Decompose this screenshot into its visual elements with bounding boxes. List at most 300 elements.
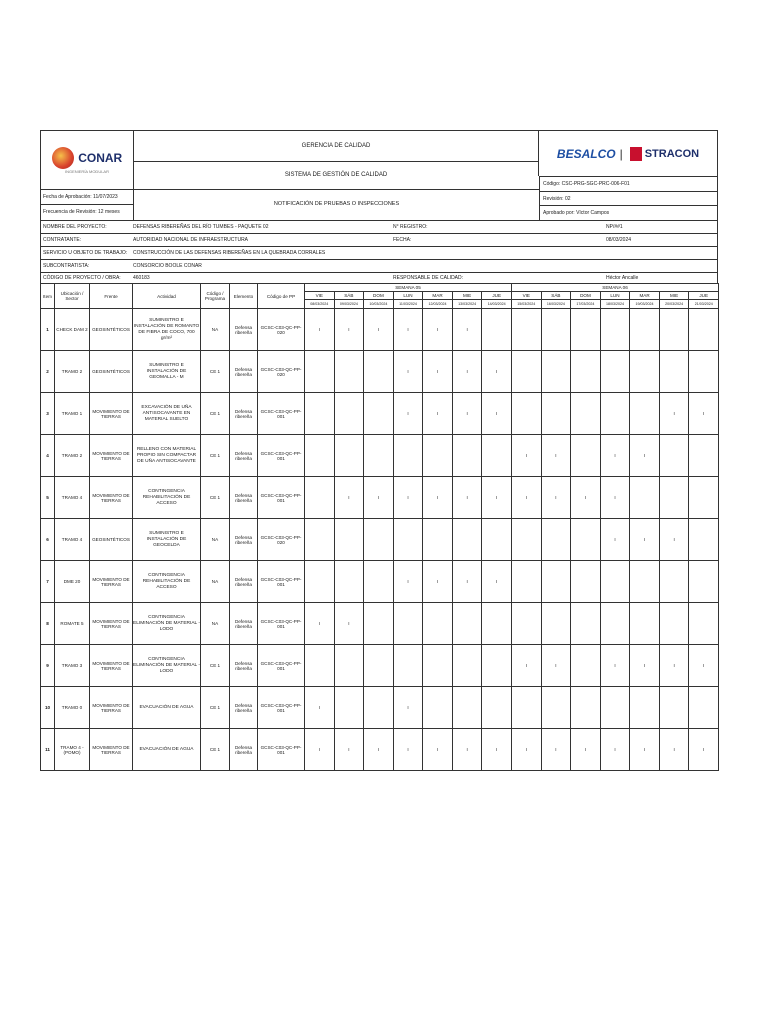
- col-header: Código / Programa: [201, 284, 230, 309]
- front-cell: MOVIMIENTO DE TIERRAS: [90, 477, 133, 519]
- schedule-mark-cell: I: [512, 729, 542, 771]
- schedule-mark-cell: [452, 603, 482, 645]
- schedule-mark-cell: [364, 351, 394, 393]
- pp-code-cell: GCSC-C03-QC-PP-001: [258, 603, 305, 645]
- schedule-mark-cell: [393, 435, 423, 477]
- form-title: GERENCIA DE CALIDAD: [133, 131, 539, 162]
- schedule-mark-cell: [364, 519, 394, 561]
- location-cell: TRAMO 0: [55, 687, 90, 729]
- schedule-mark-cell: [423, 435, 453, 477]
- schedule-mark-cell: [630, 603, 660, 645]
- schedule-mark-cell: [541, 351, 571, 393]
- activity-cell: RELLENO CON MATERIAL PROPIO SIN COMPACTAR DE UÑA ANTISOCAVANTE: [133, 435, 201, 477]
- schedule-mark-cell: I: [393, 477, 423, 519]
- col-header: Elemento: [230, 284, 258, 309]
- table-row: [41, 645, 719, 687]
- schedule-mark-cell: I: [600, 519, 630, 561]
- schedule-mark-cell: I: [571, 729, 601, 771]
- schedule-mark-cell: I: [541, 477, 571, 519]
- pp-code-cell: GCSC-C03-QC-PP-020: [258, 309, 305, 351]
- schedule-mark-cell: [305, 393, 335, 435]
- service-value: CONSTRUCCIÓN DE LAS DEFENSAS RIBEREÑAS EN LA QUEBRADA CORRALES: [133, 250, 326, 256]
- schedule-mark-cell: [305, 435, 335, 477]
- program-code-cell: NA: [201, 309, 230, 351]
- element-cell: Defensa ribereña: [230, 309, 258, 351]
- approval-date: Fecha de Aprobación: 11/07/2023: [41, 189, 133, 204]
- schedule-mark-cell: [600, 687, 630, 729]
- schedule-mark-cell: I: [334, 603, 364, 645]
- item-cell: 10: [41, 687, 55, 729]
- front-cell: MOVIMIENTO DE TIERRAS: [90, 645, 133, 687]
- resp-value: Héctor Ancalle: [606, 275, 639, 281]
- service-label: SERVICIO U OBJETO DE TRABAJO:: [43, 250, 128, 256]
- item-cell: 9: [41, 645, 55, 687]
- item-cell: 7: [41, 561, 55, 603]
- activity-cell: SUMINISTRO E INSTALACIÓN DE GEOCELDA: [133, 519, 201, 561]
- front-cell: MOVIMIENTO DE TIERRAS: [90, 393, 133, 435]
- conar-tagline: INGENIERÍA MODULAR: [64, 168, 109, 174]
- schedule-mark-cell: [659, 603, 689, 645]
- schedule-mark-cell: [334, 435, 364, 477]
- pp-code-cell: GCSC-C03-QC-PP-020: [258, 519, 305, 561]
- day-header: VIE: [305, 292, 335, 300]
- schedule-mark-cell: [571, 435, 601, 477]
- week-header: SEMANA 06: [512, 284, 719, 292]
- schedule-mark-cell: I: [659, 729, 689, 771]
- front-cell: MOVIMIENTO DE TIERRAS: [90, 561, 133, 603]
- schedule-mark-cell: I: [334, 309, 364, 351]
- schedule-mark-cell: I: [334, 729, 364, 771]
- schedule-mark-cell: [630, 687, 660, 729]
- schedule-mark-cell: [482, 687, 512, 729]
- revision-frequency: Frecuencia de Revisión: 12 meses: [41, 204, 133, 220]
- schedule-mark-cell: [689, 561, 719, 603]
- inspection-table: [40, 283, 719, 771]
- item-cell: 5: [41, 477, 55, 519]
- date-header: 20/03/2024: [659, 300, 689, 309]
- col-header: Item: [41, 284, 55, 309]
- schedule-mark-cell: I: [541, 729, 571, 771]
- date-header: 21/03/2024: [689, 300, 719, 309]
- schedule-mark-cell: [600, 561, 630, 603]
- schedule-mark-cell: [541, 561, 571, 603]
- schedule-mark-cell: I: [393, 309, 423, 351]
- schedule-mark-cell: [452, 519, 482, 561]
- contract-row: [40, 233, 718, 246]
- schedule-mark-cell: [305, 519, 335, 561]
- pp-code-cell: GCSC-C03-QC-PP-001: [258, 477, 305, 519]
- schedule-mark-cell: [334, 561, 364, 603]
- location-cell: TRAMO 4: [55, 519, 90, 561]
- col-header: Frente: [90, 284, 133, 309]
- schedule-mark-cell: [689, 519, 719, 561]
- schedule-mark-cell: [689, 687, 719, 729]
- table-row: [41, 519, 719, 561]
- day-header: DOM: [571, 292, 601, 300]
- schedule-mark-cell: [305, 645, 335, 687]
- schedule-mark-cell: [393, 519, 423, 561]
- element-cell: Defensa ribereña: [230, 477, 258, 519]
- table-row: [41, 309, 719, 351]
- schedule-mark-cell: [334, 687, 364, 729]
- schedule-mark-cell: I: [305, 309, 335, 351]
- schedule-mark-cell: I: [452, 351, 482, 393]
- schedule-mark-cell: I: [452, 561, 482, 603]
- schedule-mark-cell: I: [423, 729, 453, 771]
- form-subtitle: SISTEMA DE GESTIÓN DE CALIDAD: [133, 161, 539, 190]
- element-cell: Defensa ribereña: [230, 519, 258, 561]
- table-row: [41, 435, 719, 477]
- project-value: DEFENSAS RIBEREÑAS DEL RÍO TUMBES - PAQUETE 02: [133, 224, 269, 230]
- schedule-mark-cell: [423, 645, 453, 687]
- table-row: [41, 393, 719, 435]
- schedule-mark-cell: [541, 309, 571, 351]
- date-header: 13/03/2024: [452, 300, 482, 309]
- program-code-cell: CE 1: [201, 729, 230, 771]
- schedule-mark-cell: [689, 477, 719, 519]
- schedule-mark-cell: [393, 645, 423, 687]
- element-cell: Defensa ribereña: [230, 645, 258, 687]
- contractor-row: [40, 259, 718, 272]
- table-row: [41, 729, 719, 771]
- schedule-mark-cell: I: [393, 687, 423, 729]
- pp-code-cell: GCSC-C03-QC-PP-001: [258, 393, 305, 435]
- schedule-mark-cell: [364, 603, 394, 645]
- activity-cell: CONTINGENCIA REHABILITACIÓN DE ACCESO: [133, 561, 201, 603]
- schedule-mark-cell: I: [689, 645, 719, 687]
- pp-code-cell: GCSC-C03-QC-PP-001: [258, 729, 305, 771]
- schedule-mark-cell: I: [512, 477, 542, 519]
- day-header: LUN: [393, 292, 423, 300]
- schedule-mark-cell: [659, 477, 689, 519]
- inspection-notification-form: [40, 130, 718, 792]
- item-cell: 2: [41, 351, 55, 393]
- day-header: VIE: [512, 292, 542, 300]
- week-header: SEMANA 05: [305, 284, 512, 292]
- schedule-mark-cell: I: [512, 645, 542, 687]
- location-cell: DME 20: [55, 561, 90, 603]
- activity-cell: EVACUACIÓN DE AGUA: [133, 729, 201, 771]
- front-cell: MOVIMIENTO DE TIERRAS: [90, 687, 133, 729]
- header-row-weeks: [41, 284, 719, 292]
- item-cell: 8: [41, 603, 55, 645]
- schedule-mark-cell: [512, 687, 542, 729]
- project-row: [40, 220, 718, 233]
- schedule-mark-cell: I: [482, 477, 512, 519]
- element-cell: Defensa ribereña: [230, 435, 258, 477]
- pp-code-cell: GCSC-C03-QC-PP-001: [258, 435, 305, 477]
- schedule-mark-cell: I: [600, 645, 630, 687]
- schedule-mark-cell: I: [393, 729, 423, 771]
- front-cell: GEOSINTÉTICOS: [90, 519, 133, 561]
- table-row: [41, 477, 719, 519]
- schedule-mark-cell: [571, 687, 601, 729]
- schedule-mark-cell: [541, 393, 571, 435]
- day-header: LUN: [600, 292, 630, 300]
- schedule-mark-cell: I: [689, 393, 719, 435]
- schedule-mark-cell: [423, 519, 453, 561]
- front-cell: MOVIMIENTO DE TIERRAS: [90, 435, 133, 477]
- program-code-cell: CE 1: [201, 477, 230, 519]
- document-revision: Revisión: 02: [539, 191, 717, 205]
- schedule-mark-cell: I: [452, 393, 482, 435]
- front-cell: MOVIMIENTO DE TIERRAS: [90, 603, 133, 645]
- pp-code-cell: GCSC-C03-QC-PP-020: [258, 351, 305, 393]
- schedule-mark-cell: [423, 603, 453, 645]
- table-row: [41, 351, 719, 393]
- schedule-mark-cell: [305, 351, 335, 393]
- schedule-mark-cell: [364, 687, 394, 729]
- activity-cell: CONTINGENCIA ELIMINACIÓN DE MATERIAL - LODO: [133, 603, 201, 645]
- location-cell: TRAMO 2: [55, 435, 90, 477]
- schedule-mark-cell: I: [393, 351, 423, 393]
- schedule-mark-cell: [689, 435, 719, 477]
- schedule-mark-cell: [689, 603, 719, 645]
- schedule-mark-cell: I: [482, 351, 512, 393]
- date-header: 10/03/2024: [364, 300, 394, 309]
- schedule-mark-cell: [452, 645, 482, 687]
- date-header: 11/03/2024: [393, 300, 423, 309]
- registry-label: N° REGISTRO:: [393, 224, 428, 230]
- schedule-mark-cell: [571, 309, 601, 351]
- day-header: MAR: [423, 292, 453, 300]
- item-cell: 4: [41, 435, 55, 477]
- schedule-mark-cell: I: [452, 477, 482, 519]
- schedule-mark-cell: [571, 561, 601, 603]
- pp-code-cell: GCSC-C03-QC-PP-001: [258, 645, 305, 687]
- element-cell: Defensa ribereña: [230, 603, 258, 645]
- schedule-mark-cell: [571, 603, 601, 645]
- schedule-mark-cell: I: [659, 393, 689, 435]
- contract-value: AUTORIDAD NACIONAL DE INFRAESTRUCTURA: [133, 237, 249, 243]
- schedule-mark-cell: I: [423, 561, 453, 603]
- schedule-mark-cell: [659, 687, 689, 729]
- location-cell: TRAMO 2: [55, 351, 90, 393]
- code-label: CÓDIGO DE PROYECTO / OBRA:: [43, 275, 121, 281]
- schedule-mark-cell: I: [659, 645, 689, 687]
- location-cell: TRAMO 4 - (POMO): [55, 729, 90, 771]
- schedule-mark-cell: I: [541, 435, 571, 477]
- schedule-mark-cell: [482, 435, 512, 477]
- schedule-mark-cell: [659, 435, 689, 477]
- schedule-mark-cell: [305, 561, 335, 603]
- schedule-mark-cell: [630, 561, 660, 603]
- schedule-mark-cell: [512, 351, 542, 393]
- schedule-mark-cell: [423, 687, 453, 729]
- location-cell: ROMATE 5: [55, 603, 90, 645]
- form-header: [40, 130, 718, 220]
- schedule-mark-cell: [334, 645, 364, 687]
- program-code-cell: CE 1: [201, 645, 230, 687]
- schedule-mark-cell: [482, 645, 512, 687]
- col-header: Código de PP: [258, 284, 305, 309]
- schedule-mark-cell: I: [512, 435, 542, 477]
- schedule-mark-cell: I: [630, 645, 660, 687]
- item-cell: 3: [41, 393, 55, 435]
- schedule-mark-cell: I: [482, 729, 512, 771]
- day-header: JUE: [689, 292, 719, 300]
- element-cell: Defensa ribereña: [230, 351, 258, 393]
- schedule-mark-cell: [364, 435, 394, 477]
- schedule-mark-cell: I: [630, 519, 660, 561]
- schedule-mark-cell: [600, 603, 630, 645]
- schedule-mark-cell: [659, 561, 689, 603]
- schedule-mark-cell: I: [600, 435, 630, 477]
- code-row: [40, 272, 718, 283]
- contract-label: CONTRATANTE:: [43, 237, 82, 243]
- schedule-mark-cell: [482, 603, 512, 645]
- day-header: JUE: [482, 292, 512, 300]
- activity-cell: CONTINGENCIA ELIMINACIÓN DE MATERIAL - LODO: [133, 645, 201, 687]
- front-cell: MOVIMIENTO DE TIERRAS: [90, 729, 133, 771]
- schedule-mark-cell: [571, 519, 601, 561]
- program-code-cell: CE 1: [201, 351, 230, 393]
- location-cell: TRAMO 1: [55, 393, 90, 435]
- table-row: [41, 603, 719, 645]
- schedule-mark-cell: I: [423, 351, 453, 393]
- schedule-mark-cell: [689, 309, 719, 351]
- date-label: FECHA:: [393, 237, 412, 243]
- date-header: 19/03/2024: [630, 300, 660, 309]
- schedule-mark-cell: [571, 645, 601, 687]
- schedule-mark-cell: I: [305, 603, 335, 645]
- schedule-mark-cell: [689, 351, 719, 393]
- schedule-mark-cell: I: [571, 477, 601, 519]
- schedule-mark-cell: I: [334, 477, 364, 519]
- location-cell: TRAMO 4: [55, 477, 90, 519]
- contractor-label: SUBCONTRATISTA:: [43, 263, 90, 269]
- element-cell: Defensa ribereña: [230, 393, 258, 435]
- schedule-mark-cell: [659, 351, 689, 393]
- schedule-mark-cell: I: [600, 729, 630, 771]
- day-header: MAR: [630, 292, 660, 300]
- service-row: [40, 246, 718, 259]
- schedule-mark-cell: [452, 687, 482, 729]
- document-title: NOTIFICACIÓN DE PRUEBAS O INSPECCIONES: [133, 189, 539, 220]
- schedule-mark-cell: [512, 561, 542, 603]
- schedule-mark-cell: [364, 393, 394, 435]
- schedule-mark-cell: I: [600, 477, 630, 519]
- element-cell: Defensa ribereña: [230, 561, 258, 603]
- date-header: 09/03/2024: [334, 300, 364, 309]
- schedule-mark-cell: I: [364, 309, 394, 351]
- schedule-mark-cell: [541, 603, 571, 645]
- schedule-mark-cell: I: [423, 477, 453, 519]
- schedule-mark-cell: I: [630, 729, 660, 771]
- conar-logo: [41, 131, 134, 189]
- schedule-mark-cell: [393, 603, 423, 645]
- schedule-mark-cell: [630, 309, 660, 351]
- day-header: MIE: [659, 292, 689, 300]
- contractor-value: CONSORCIO BOOLE CONAR: [133, 263, 202, 269]
- resp-label: RESPONSABLE DE CALIDAD:: [393, 275, 464, 281]
- location-cell: CHECK DAM 2: [55, 309, 90, 351]
- program-code-cell: CE 1: [201, 687, 230, 729]
- program-code-cell: NA: [201, 561, 230, 603]
- activity-cell: SUMINISTRO E INSTALACIÓN DE GEOMALLA - M: [133, 351, 201, 393]
- schedule-mark-cell: [305, 477, 335, 519]
- schedule-mark-cell: I: [423, 393, 453, 435]
- approved-by: Aprobado por: Víctor Campos: [539, 205, 717, 220]
- schedule-mark-cell: [452, 435, 482, 477]
- item-cell: 1: [41, 309, 55, 351]
- schedule-mark-cell: [630, 393, 660, 435]
- project-label: NOMBRE DEL PROYECTO:: [43, 224, 107, 230]
- schedule-mark-cell: [334, 393, 364, 435]
- activity-cell: SUMINISTRO E INSTALACIÓN DE ROMANTO DE FIBRA DE COCO, 700 gr/m²: [133, 309, 201, 351]
- date-header: 18/03/2024: [600, 300, 630, 309]
- schedule-mark-cell: [541, 519, 571, 561]
- activity-cell: EXCAVACIÓN DE UÑA ANTISOCAVANTE EN MATERIAL SUELTO: [133, 393, 201, 435]
- program-code-cell: CE 1: [201, 393, 230, 435]
- front-cell: GEOSINTÉTICOS: [90, 309, 133, 351]
- schedule-mark-cell: I: [541, 645, 571, 687]
- schedule-mark-cell: I: [659, 519, 689, 561]
- schedule-mark-cell: [512, 519, 542, 561]
- program-code-cell: NA: [201, 603, 230, 645]
- conar-brand: CONAR: [78, 150, 123, 165]
- element-cell: Defensa ribereña: [230, 729, 258, 771]
- front-cell: GEOSINTÉTICOS: [90, 351, 133, 393]
- schedule-mark-cell: I: [452, 309, 482, 351]
- schedule-mark-cell: [334, 519, 364, 561]
- schedule-mark-cell: I: [452, 729, 482, 771]
- registry-value: NP/##1: [606, 224, 623, 230]
- table-row: [41, 561, 719, 603]
- pp-code-cell: GCSC-C03-QC-PP-001: [258, 687, 305, 729]
- schedule-mark-cell: [541, 687, 571, 729]
- schedule-mark-cell: I: [482, 561, 512, 603]
- schedule-mark-cell: [512, 309, 542, 351]
- schedule-mark-cell: [364, 645, 394, 687]
- date-value: 08/03/2024: [606, 237, 632, 243]
- schedule-mark-cell: [659, 309, 689, 351]
- schedule-mark-cell: I: [482, 393, 512, 435]
- schedule-mark-cell: I: [423, 309, 453, 351]
- col-header: Actividad: [133, 284, 201, 309]
- schedule-mark-cell: I: [364, 477, 394, 519]
- schedule-mark-cell: I: [630, 435, 660, 477]
- schedule-mark-cell: I: [305, 687, 335, 729]
- table-row: [41, 687, 719, 729]
- document-code: Código: CSC-PRG-SGC-PRC-006-F01: [539, 176, 717, 191]
- code-value: 460183: [133, 275, 150, 281]
- col-header: Ubicación / Sector: [55, 284, 90, 309]
- pp-code-cell: GCSC-C03-QC-PP-001: [258, 561, 305, 603]
- schedule-mark-cell: I: [364, 729, 394, 771]
- schedule-mark-cell: [630, 477, 660, 519]
- schedule-mark-cell: [600, 309, 630, 351]
- sun-logo-icon: [52, 147, 74, 169]
- schedule-mark-cell: [512, 603, 542, 645]
- day-header: DOM: [364, 292, 394, 300]
- item-cell: 6: [41, 519, 55, 561]
- stracon-logo: STRACON: [644, 147, 700, 160]
- schedule-mark-cell: [482, 519, 512, 561]
- day-header: MIE: [452, 292, 482, 300]
- besalco-stracon-logo: BESALCO | STRACON: [538, 131, 717, 176]
- stracon-s-icon: [630, 147, 642, 161]
- schedule-mark-cell: [334, 351, 364, 393]
- schedule-mark-cell: [512, 393, 542, 435]
- besalco-logo: BESALCO: [556, 146, 616, 161]
- program-code-cell: CE 1: [201, 435, 230, 477]
- item-cell: 11: [41, 729, 55, 771]
- activity-cell: CONTINGENCIA REHABILITACIÓN DE ACCESO: [133, 477, 201, 519]
- date-header: 15/03/2024: [512, 300, 542, 309]
- program-code-cell: NA: [201, 519, 230, 561]
- date-header: 08/03/2024: [305, 300, 335, 309]
